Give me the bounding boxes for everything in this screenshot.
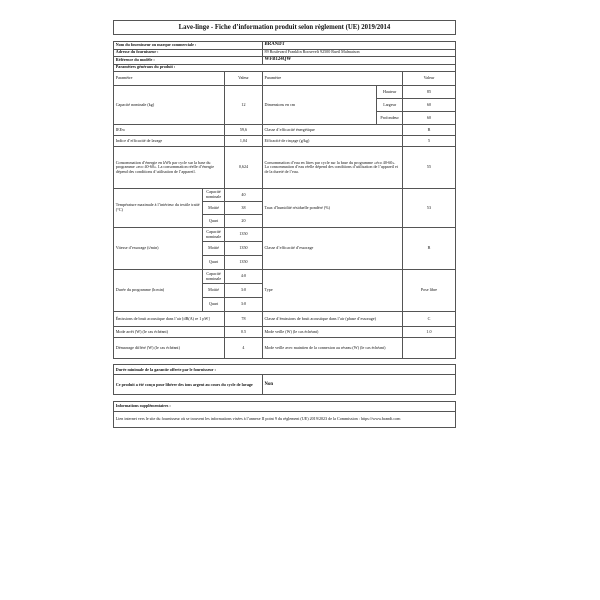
temp-nominal-value: 40 [225,189,263,202]
rinse-label: Efficacité de rinçage (g/kg) [262,136,402,147]
wash-index-label: Indice d’efficacité de lavage [114,136,225,147]
network-standby-value [402,338,455,359]
duration-sub-half: Moitié [202,284,224,298]
energy-consumption-value: 0,624 [225,147,263,189]
guarantee-title: Durée minimale de la garantie offerte par le fournisseur : [114,365,456,375]
info-table [113,20,456,428]
spin-sub-quarter: Quart [202,256,224,270]
delay-start-value: 4 [225,338,263,359]
additional-info-text: Lien internet vers le site du fournisseur où se trouvent les informations visées à l’annexe II point 9 du règlement (UE) 2019/2023 de la Commission : https://www.brandt.com [114,411,456,427]
additional-info-title: Informations supplémentaires : [114,401,456,411]
width-value: 60 [402,99,455,112]
depth-label: Profondeur [377,112,403,125]
type-label: Type [262,270,402,312]
width-label: Largeur [377,99,403,112]
delay-start-label: Démarrage différé (W) (le cas échéant) [114,338,225,359]
supplier-name-value: BRANDT [262,41,455,49]
temp-sub-nominal: Capacité nominale [202,189,224,202]
noise-class-value: C [402,312,455,327]
supplier-address-value: 89 Boulevard Franklin Roosevelt 92500 Rueil Malmaison [262,49,455,56]
model-reference-value: WFB124QW [262,56,455,64]
supplier-name-label: Nom du fournisseur ou marque commerciale : [114,41,263,49]
depth-value: 60 [402,112,455,125]
temp-quarter-value: 20 [225,215,263,228]
param-header-right: Paramètre [262,71,402,85]
model-reference-label: Référence du modèle : [114,56,263,64]
height-label: Hauteur [377,86,403,99]
temp-half-value: 38 [225,202,263,215]
moisture-label: Taux d’humidité résiduelle pondéré (%) [262,189,402,228]
general-params-title: Paramètres généraux du produit : [114,64,456,71]
duration-sub-nominal: Capacité nominale [202,270,224,284]
eei-label: IEEw [114,125,225,136]
temp-sub-half: Moitié [202,202,224,215]
duration-sub-quarter: Quart [202,298,224,312]
duration-label: Durée du programme (h:min) [114,270,203,312]
sheet-title: Lave-linge - Fiche d’information produit selon règlement (UE) 2019/2014 [114,21,456,35]
noise-value: 78 [225,312,263,327]
off-mode-label: Mode arrêt (W) (le cas échéant) [114,327,225,338]
energy-class-value: B [402,125,455,136]
spin-sub-half: Moitié [202,242,224,256]
value-header-left: Valeur [225,71,263,85]
spin-class-label: Classe d’efficacité d’essorage [262,228,402,270]
moisture-value: 53 [402,189,455,228]
capacity-value: 12 [225,86,263,125]
duration-nominal-value: 4:0 [225,270,263,284]
spin-quarter-value: 1350 [225,256,263,270]
supplier-address-label: Adresse du fournisseur : [114,49,263,56]
spin-sub-nominal: Capacité nominale [202,228,224,242]
energy-consumption-label: Consommation d’énergie en kWh par cycle sur la base du programme «eco 40-60». La consommation réelle d’énergie dépend des conditions d’utilisation de l’appareil. [114,147,225,189]
silver-ions-label: Ce produit a été conçu pour libérer des ions argent au cours du cycle de lavage [114,375,263,395]
energy-class-label: Classe d’efficacité énergétique [262,125,402,136]
off-mode-value: 0.5 [225,327,263,338]
wash-index-value: 1,04 [225,136,263,147]
silver-ions-value: Non [262,375,455,395]
spin-nominal-value: 1350 [225,228,263,242]
network-standby-label: Mode veille avec maintien de la connexion au réseau (W) (le cas échéant) [262,338,402,359]
standby-value: 1.0 [402,327,455,338]
spin-half-value: 1350 [225,242,263,256]
param-header-left: Paramètre [114,71,225,85]
temp-sub-quarter: Quart [202,215,224,228]
capacity-label: Capacité nominale (kg) [114,86,225,125]
noise-label: Émissions de bruit acoustique dans l’air [dB(A) re 1 pW] [114,312,225,327]
type-value: Pose libre [402,270,455,312]
eei-value: 59,6 [225,125,263,136]
spin-class-value: B [402,228,455,270]
temperature-label: Température maximale à l’intérieur du textile traité (°C) [114,189,203,228]
noise-class-label: Classe d’émissions de bruit acoustique dans l’air (phase d’essorage) [262,312,402,327]
duration-quarter-value: 3:0 [225,298,263,312]
height-value: 85 [402,86,455,99]
rinse-value: 5 [402,136,455,147]
water-consumption-value: 55 [402,147,455,189]
water-consumption-label: Consommation d’eau en litres par cycle sur la base du programme «éco 40-60». La consommation d’eau réelle dépend des conditions d’utilisation de l’appareil et de la dureté de l’eau. [262,147,402,189]
product-information-sheet [113,20,456,428]
duration-half-value: 3:0 [225,284,263,298]
value-header-right: Valeur [402,71,455,85]
dimensions-label: Dimensions en cm [262,86,377,125]
spin-speed-label: Vitesse d’essorage (t/min) [114,228,203,270]
standby-label: Mode veille (W) (le cas échéant) [262,327,402,338]
